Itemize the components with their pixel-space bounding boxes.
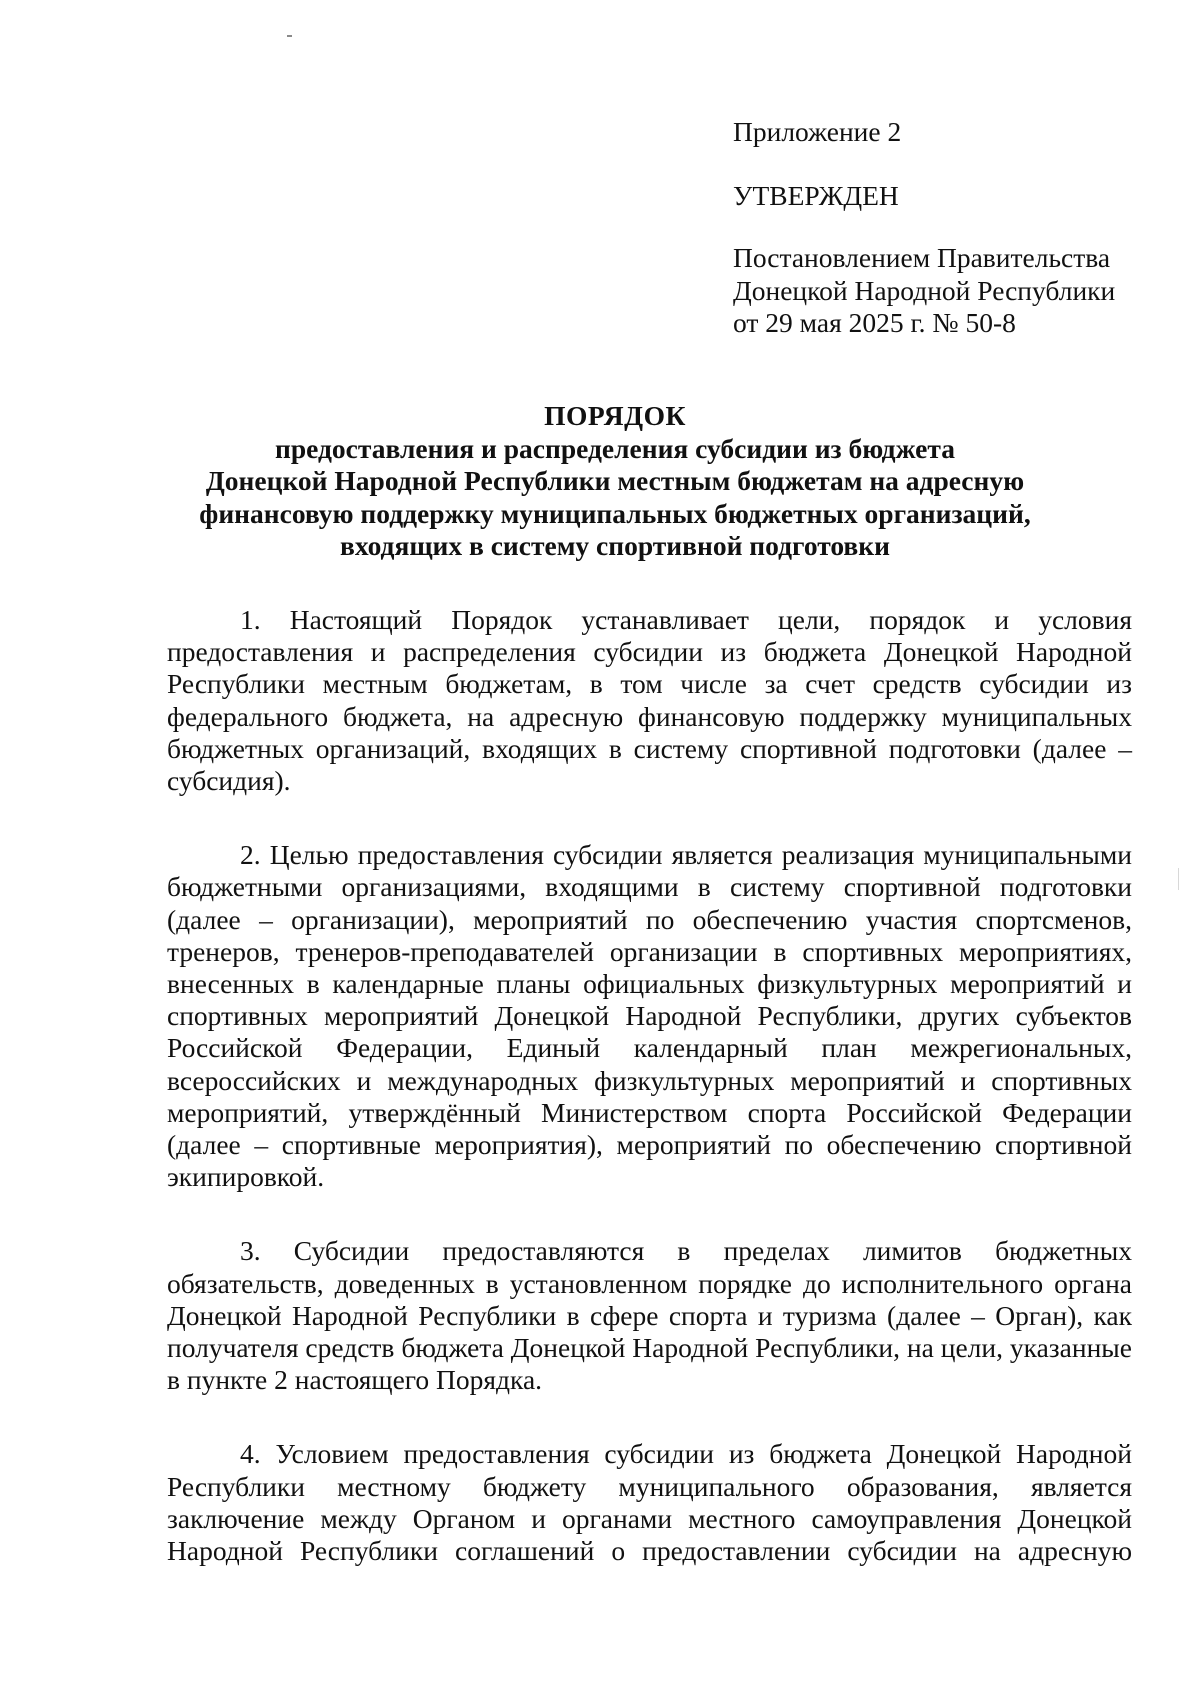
resolution-reference — [733, 242, 1115, 340]
scan-artifact — [287, 35, 292, 37]
title-main: ПОРЯДОК — [544, 400, 686, 431]
document-body — [167, 604, 1132, 1609]
approved-label: УТВЕРЖДЕН — [733, 180, 899, 211]
title-subtitle-line: входящих в систему спортивной подготовки — [340, 530, 890, 561]
resolution-line: от 29 мая 2025 г. № 50-8 — [733, 307, 1016, 338]
paragraph-4: 4. Условием предоставления субсидии из бюджета Донецкой Народной Республики местному бюджету муниципального образования, является заключение между Органом и органами местного самоуправления Донецкой Народной Республики соглашений о предоставлении субсидии на адресную — [167, 1438, 1132, 1567]
paragraph-2: 2. Целью предоставления субсидии является реализация муниципальными бюджетными организациями, входящими в систему спортивной подготовки (далее – организации), мероприятий по обеспечению участия спортсменов, тренеров, тренеров-преподавателей организации в спортивных мероприятиях, внесенных в календарные планы официальных физкультурных мероприятий и спортивных мероприятий Донецкой Народной Республики, других субъектов Российской Федерации, Единый календарный план межрегиональных, всероссийских и международных физкультурных мероприятий и спортивных мероприятий, утверждённый Министерством спорта Российской Федерации (далее – спортивные мероприятия), мероприятий по обеспечению спортивной экипировкой. — [167, 839, 1132, 1193]
title-subtitle-line: финансовую поддержку муниципальных бюджетных организаций, — [199, 497, 1031, 529]
resolution-line: Постановлением Правительства — [733, 242, 1111, 273]
paragraph-1: 1. Настоящий Порядок устанавливает цели, порядок и условия предоставления и распределения субсидии из бюджета Донецкой Народной Республики местным бюджетам, в том числе за счет средств субсидии из федерального бюджета, на адресную финансовую поддержку муниципальных бюджетных организаций, входящих в систему спортивной подготовки (далее – субсидия). — [167, 604, 1132, 797]
title-subtitle-line: Донецкой Народной Республики местным бюджетам на адресную — [205, 465, 1025, 496]
title-subtitle-line: предоставления и распределения субсидии из бюджета — [275, 432, 955, 464]
resolution-line: Донецкой Народной Республики — [733, 274, 1116, 306]
document-title — [150, 400, 1080, 563]
appendix-label: Приложение 2 — [733, 116, 902, 147]
paragraph-3: 3. Субсидии предоставляются в пределах лимитов бюджетных обязательств, доведенных в установленном порядке до исполнительного органа Донецкой Народной Республики в сфере спорта и туризма (далее – Орган), как получателя средств бюджета Донецкой Народной Республики, на цели, указанные в пункте 2 настоящего Порядка. — [167, 1235, 1132, 1396]
scan-artifact — [1178, 868, 1179, 890]
